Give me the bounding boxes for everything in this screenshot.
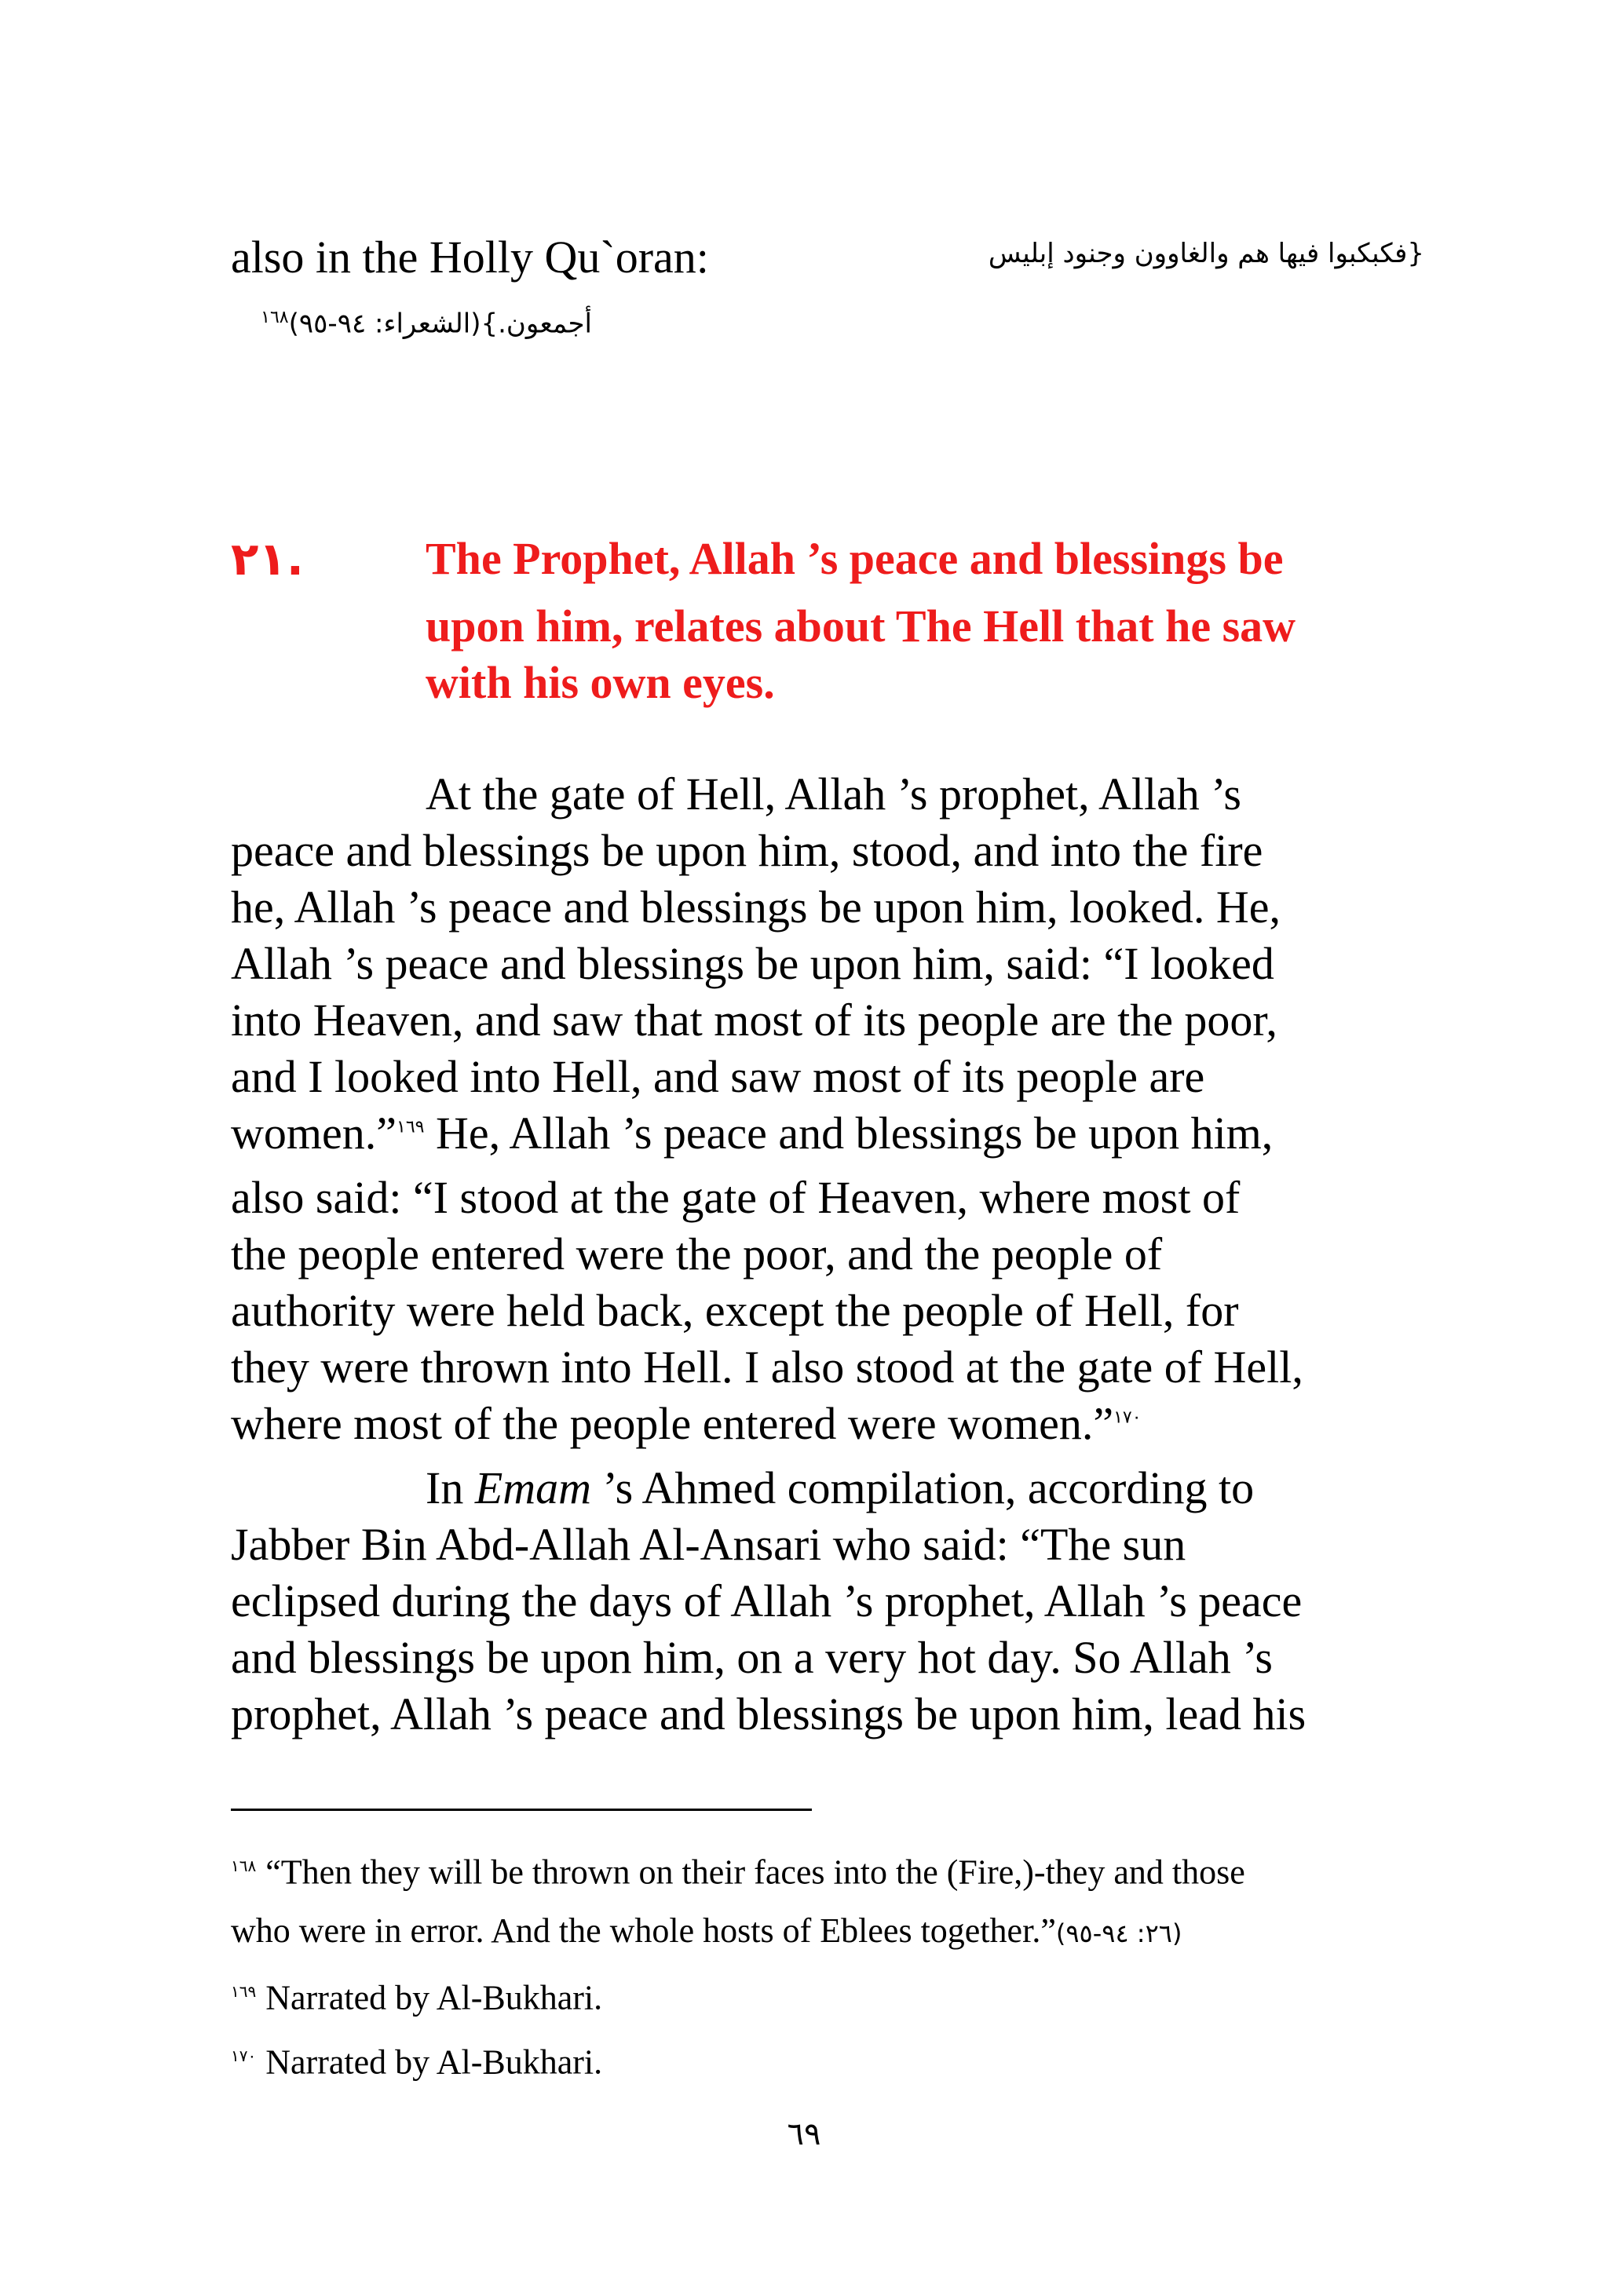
page-number: ٦٩	[787, 2116, 821, 2152]
paragraph-text: In	[426, 1462, 475, 1513]
heading-line: upon him, relates about The Hell that he saw	[426, 600, 1296, 652]
footnote-mark: ١٦٨	[231, 1856, 257, 1875]
paragraph-line: Allah ’s peace and blessings be upon him, said: “I looked	[231, 938, 1274, 989]
body-text	[231, 766, 1385, 1743]
paragraph-line: they were thrown into Hell. I also stood at the gate of Hell,	[231, 1341, 1303, 1393]
footnote-mark: ١٧٠	[231, 2046, 257, 2066]
footnote-169	[231, 1962, 1385, 2028]
paragraph-line: and blessings be upon him, on a very hot day. So Allah ’s	[231, 1632, 1273, 1683]
footnote-arabic-ref: (٢٦: ٩٤-٩٥)	[1055, 1918, 1182, 1948]
paragraph-line: into Heaven, and saw that most of its people are the poor,	[231, 995, 1277, 1046]
quran-verse-arabic-line2	[231, 298, 592, 343]
footnote-text: who were in error. And the whole hosts of Eblees together.”	[231, 1911, 1056, 1950]
paragraph-line: peace and blessings be upon him, stood, and into the fire	[231, 825, 1263, 876]
paragraph-line: and I looked into Hell, and saw most of its people are	[231, 1051, 1205, 1102]
paragraph-line: also said: “I stood at the gate of Heaven, where most of	[231, 1172, 1241, 1223]
intro-english: also in the Holly Qu`oran:	[231, 232, 709, 283]
footnote-ref-169: ١٦٩	[397, 1117, 425, 1137]
footnote-divider	[231, 1809, 812, 1811]
intro-line	[231, 229, 1424, 286]
footnote-170	[231, 2027, 1385, 2092]
section-heading	[426, 531, 1383, 711]
footnote-168	[231, 1837, 1385, 1902]
paragraph-text: where most of the people entered were women.”	[231, 1398, 1114, 1449]
italic-term: Emam	[474, 1462, 592, 1513]
section-number: ٢١.	[231, 532, 304, 586]
paragraph-line: he, Allah ’s peace and blessings be upon him, looked. He,	[231, 882, 1281, 933]
paragraph-line: At the gate of Hell, Allah ’s prophet, Allah ’s	[426, 768, 1241, 819]
footnote-mark: ١٦٩	[231, 1981, 257, 2001]
heading-line: with his own eyes.	[426, 657, 775, 708]
footnote-text: “Then they will be thrown on their faces into the (Fire,)-they and those	[265, 1852, 1245, 1892]
paragraph-text: ’s Ahmed compilation, according to	[591, 1462, 1255, 1513]
footnotes	[231, 1837, 1385, 2092]
paragraph-line-with-ref	[231, 1396, 1385, 1452]
footnote-text: Narrated by Al-Bukhari.	[265, 1978, 603, 2017]
paragraph-line-with-ref	[231, 1105, 1385, 1162]
paragraph-line: eclipsed during the days of Allah ’s prophet, Allah ’s peace	[231, 1575, 1303, 1626]
paragraph-line: Jabber Bin Abd-Allah Al-Ansari who said: “The sun	[231, 1519, 1186, 1570]
paragraph-text: women.”	[231, 1108, 397, 1159]
paragraph-line: prophet, Allah ’s peace and blessings be upon him, lead his	[231, 1688, 1306, 1739]
footnote-ref-168: ١٦٨	[261, 308, 289, 327]
paragraph-line	[231, 1460, 1385, 1517]
paragraph-text: He, Allah ’s peace and blessings be upon him,	[424, 1108, 1274, 1159]
heading-line: The Prophet, Allah ’s peace and blessings be	[426, 533, 1284, 584]
quran-verse-arabic-text: أجمعون.}(الشعراء: ٩٤-٩٥)	[288, 308, 592, 340]
paragraph-line: authority were held back, except the people of Hell, for	[231, 1285, 1239, 1336]
paragraph-line: the people entered were the poor, and the people of	[231, 1228, 1163, 1279]
footnote-ref-170: ١٧٠	[1113, 1407, 1142, 1428]
footnote-168-cont	[231, 1902, 1385, 1962]
footnote-text: Narrated by Al-Bukhari.	[265, 2042, 603, 2082]
quran-verse-arabic-line1: {فكبكبوا فيها هم والغاوون وجنود إبليس	[988, 238, 1424, 269]
